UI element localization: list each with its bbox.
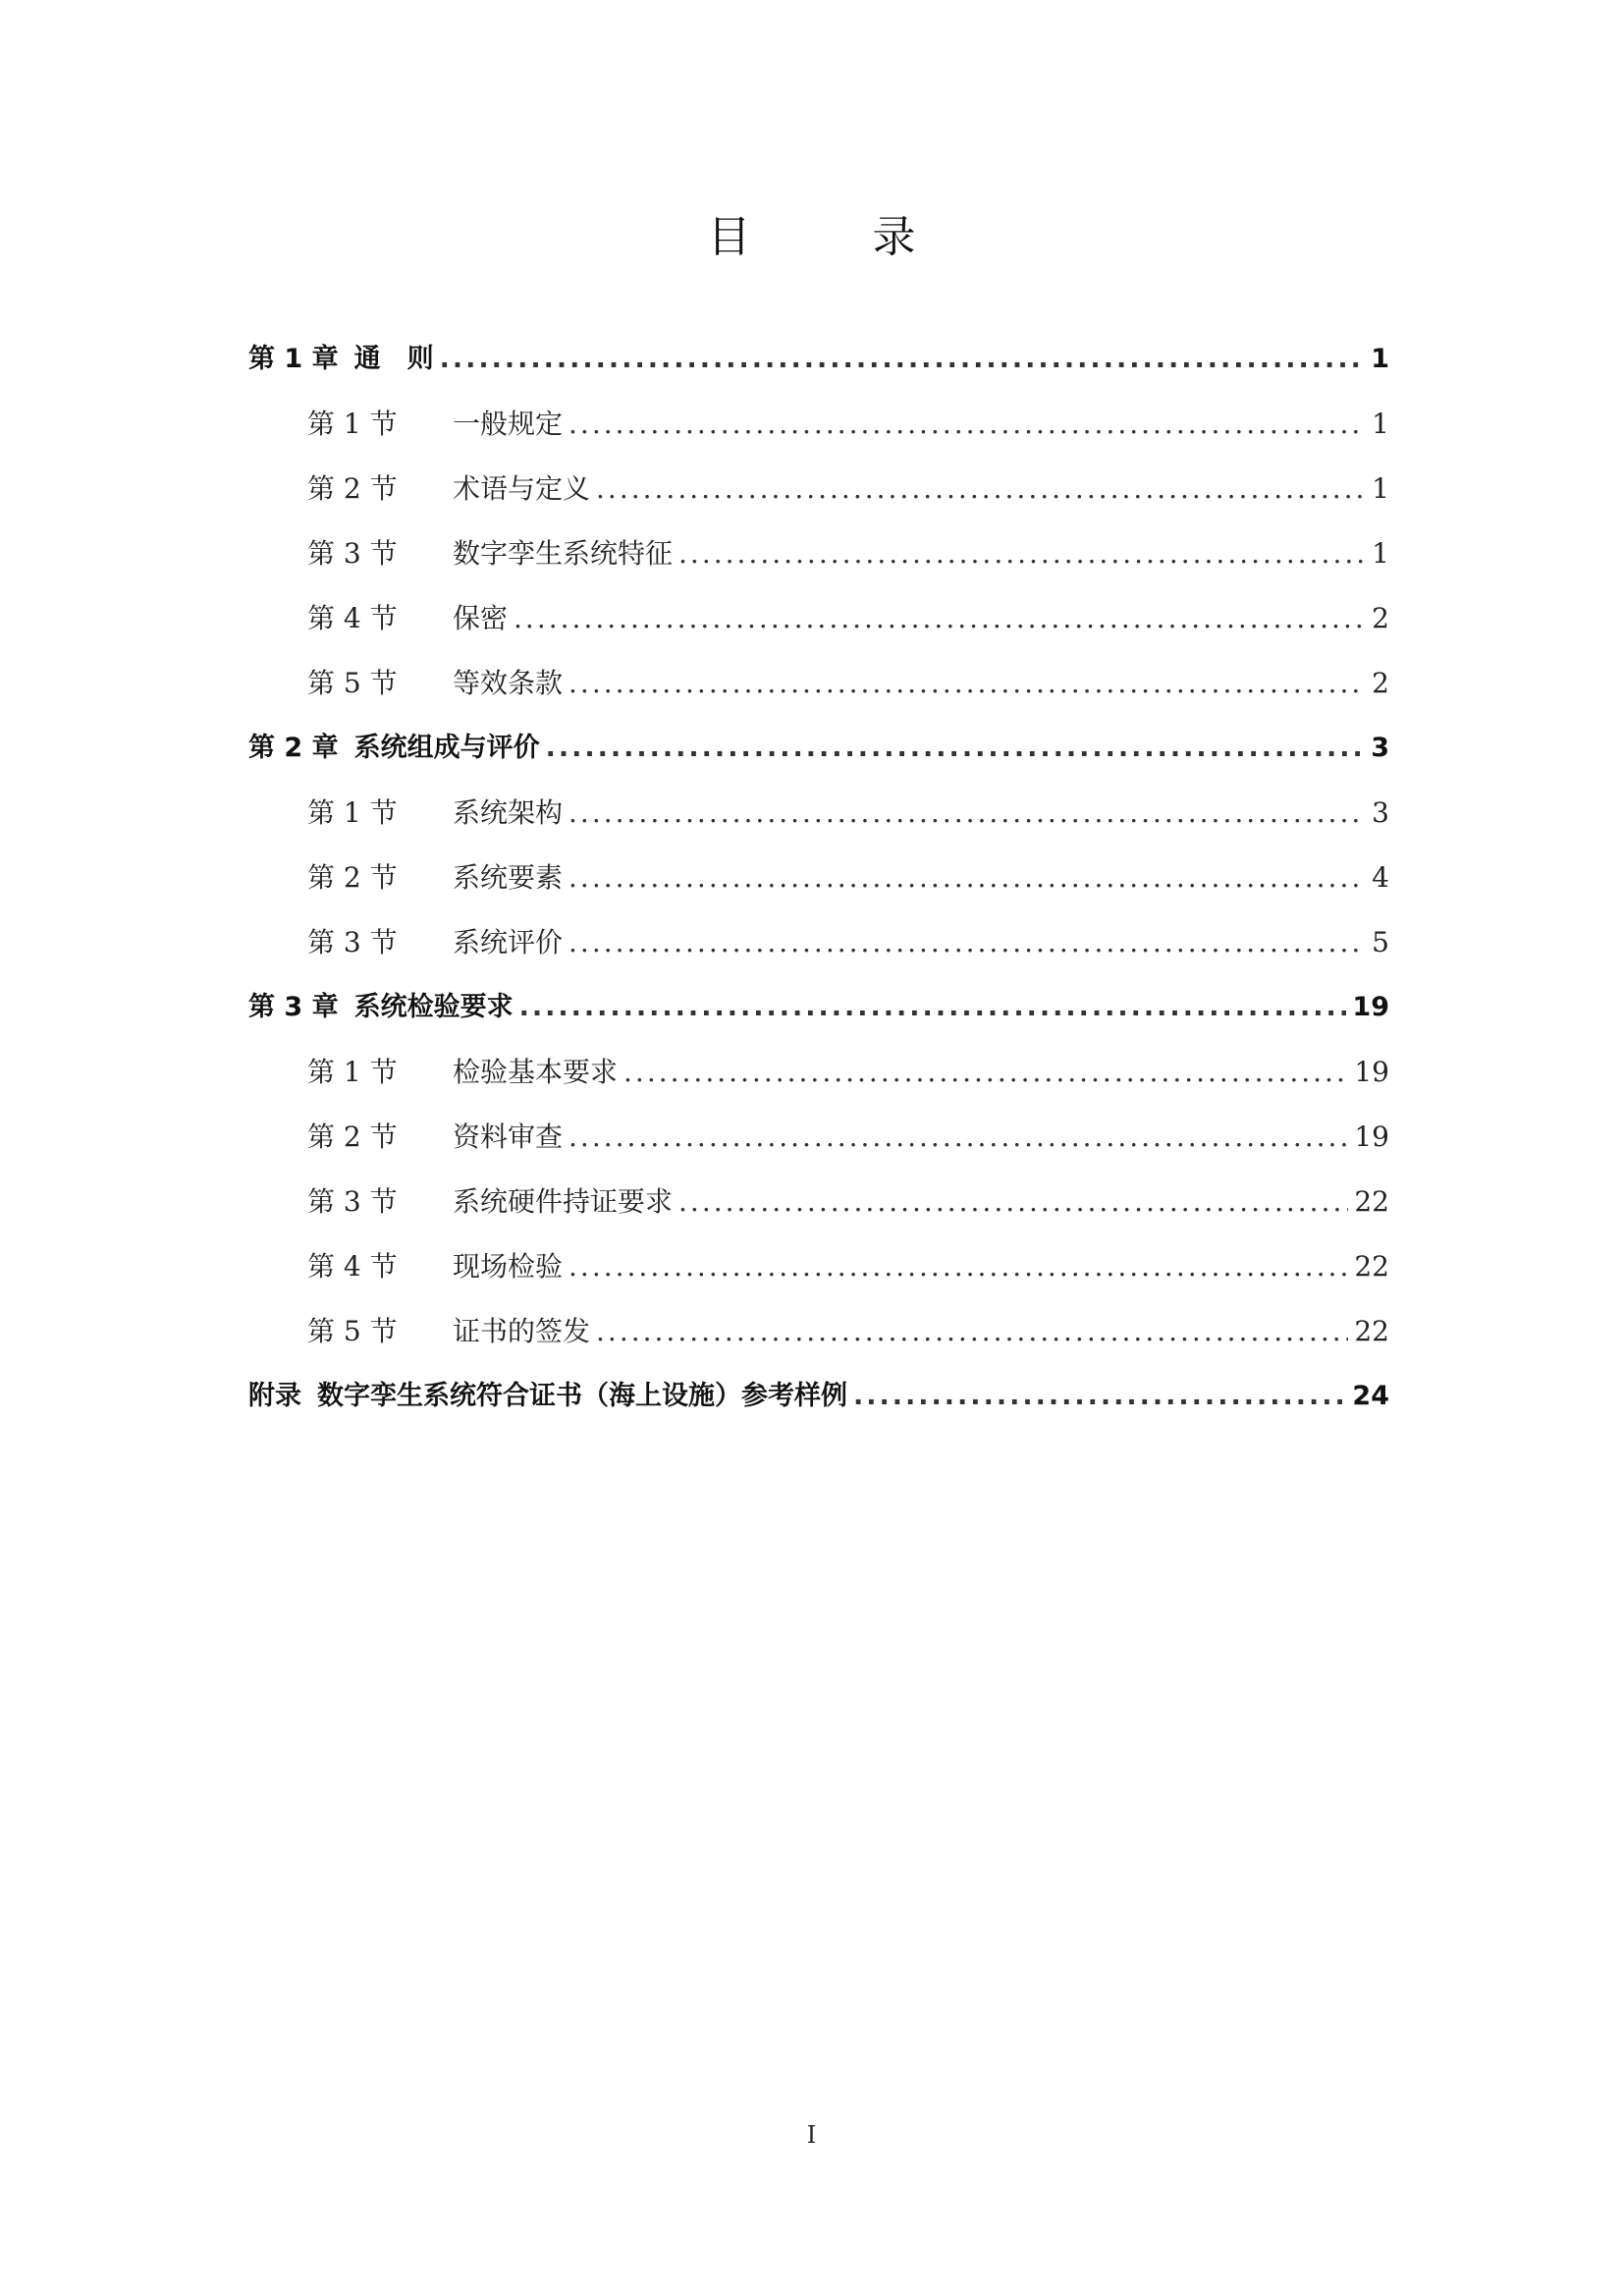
- toc-entry-number: 第 3 节: [307, 537, 398, 570]
- toc-section-2-3[interactable]: [248, 917, 1389, 982]
- toc-entry-number: 第 2 节: [307, 472, 398, 505]
- toc-section-3-1[interactable]: [248, 1047, 1389, 1112]
- toc-entry-page: 24: [1352, 1381, 1389, 1411]
- toc-entry-text: 一般规定: [453, 408, 564, 440]
- toc-entry-number: 第 5 节: [307, 1315, 398, 1347]
- toc-chapter-2[interactable]: [248, 723, 1389, 788]
- toc-entry-text: 资料审查: [453, 1121, 564, 1153]
- toc-section-2-1[interactable]: [248, 788, 1389, 852]
- page-title: 目 录: [707, 212, 955, 262]
- toc-section-2-2[interactable]: [248, 852, 1389, 917]
- toc-section-1-4[interactable]: [248, 593, 1389, 658]
- dot-leader: [568, 788, 1364, 839]
- dot-leader: [568, 399, 1364, 450]
- toc-entry-page: 1: [1372, 472, 1389, 505]
- table-of-contents: [248, 334, 1389, 1436]
- toc-chapter-3[interactable]: [248, 982, 1389, 1047]
- toc-section-1-2[interactable]: [248, 464, 1389, 528]
- dot-leader: [596, 464, 1364, 515]
- toc-entry-text: 现场检验: [453, 1250, 564, 1283]
- toc-entry-page: 3: [1371, 733, 1389, 763]
- toc-entry-number: 第 1 节: [307, 796, 398, 829]
- footer-page-number: I: [806, 2121, 817, 2149]
- toc-section-3-4[interactable]: [248, 1241, 1389, 1306]
- toc-entry-text: 术语与定义: [453, 472, 591, 505]
- toc-entry-page: 19: [1354, 1056, 1389, 1088]
- toc-entry-text: 系统要素: [453, 861, 564, 894]
- toc-section-3-5[interactable]: [248, 1306, 1389, 1371]
- toc-entry-number: 第 2 章: [248, 733, 339, 763]
- dot-leader: [596, 1306, 1348, 1357]
- toc-section-3-2[interactable]: [248, 1112, 1389, 1176]
- toc-entry-number: 附录: [248, 1381, 301, 1411]
- dot-leader: [546, 723, 1364, 774]
- toc-chapter-1[interactable]: [248, 334, 1389, 399]
- dot-leader: [514, 593, 1364, 644]
- toc-appendix[interactable]: [248, 1371, 1389, 1436]
- toc-entry-text: 检验基本要求: [453, 1056, 619, 1088]
- toc-entry-number: 第 2 节: [307, 861, 398, 894]
- dot-leader: [568, 658, 1364, 709]
- toc-entry-page: 3: [1372, 796, 1389, 829]
- toc-entry-number: 第 1 节: [307, 408, 398, 440]
- toc-entry-text: 数字孪生系统符合证书（海上设施）参考样例: [317, 1381, 847, 1411]
- toc-entry-number: 第 3 章: [248, 992, 339, 1022]
- dot-leader: [678, 1176, 1348, 1228]
- dot-leader: [678, 528, 1364, 579]
- toc-entry-number: 第 1 章: [248, 344, 339, 374]
- dot-leader: [568, 1112, 1348, 1163]
- toc-entry-number: 第 4 节: [307, 1250, 398, 1283]
- toc-section-1-1[interactable]: [248, 399, 1389, 464]
- toc-entry-page: 1: [1372, 408, 1389, 440]
- toc-entry-text: 数字孪生系统特征: [453, 537, 674, 570]
- toc-entry-text: 保密: [453, 602, 509, 634]
- toc-entry-number: 第 3 节: [307, 1185, 398, 1218]
- dot-leader: [519, 982, 1347, 1033]
- toc-entry-page: 22: [1354, 1185, 1389, 1218]
- dot-leader: [568, 1241, 1348, 1292]
- toc-entry-page: 5: [1372, 926, 1389, 958]
- toc-section-3-3[interactable]: [248, 1176, 1389, 1241]
- toc-entry-text: 系统评价: [453, 926, 564, 958]
- dot-leader: [568, 852, 1364, 903]
- toc-entry-page: 4: [1372, 861, 1389, 894]
- dot-leader: [623, 1047, 1348, 1098]
- toc-entry-number: 第 4 节: [307, 602, 398, 634]
- dot-leader: [440, 334, 1364, 385]
- toc-section-1-5[interactable]: [248, 658, 1389, 723]
- toc-entry-text: 通 则: [353, 344, 434, 374]
- toc-entry-text: 证书的签发: [453, 1315, 591, 1347]
- toc-entry-page: 2: [1372, 602, 1389, 634]
- toc-entry-page: 1: [1371, 344, 1389, 374]
- toc-entry-number: 第 3 节: [307, 926, 398, 958]
- toc-entry-page: 19: [1352, 992, 1389, 1022]
- toc-entry-text: 系统硬件持证要求: [453, 1185, 674, 1218]
- toc-entry-number: 第 5 节: [307, 667, 398, 699]
- dot-leader: [568, 917, 1364, 968]
- toc-section-1-3[interactable]: [248, 528, 1389, 593]
- toc-entry-text: 系统架构: [453, 796, 564, 829]
- toc-entry-page: 22: [1354, 1250, 1389, 1283]
- toc-entry-text: 等效条款: [453, 667, 564, 699]
- toc-entry-page: 2: [1372, 667, 1389, 699]
- toc-entry-page: 22: [1354, 1315, 1389, 1347]
- toc-entry-text: 系统组成与评价: [353, 733, 540, 763]
- toc-entry-number: 第 2 节: [307, 1121, 398, 1153]
- toc-entry-page: 19: [1354, 1121, 1389, 1153]
- toc-entry-number: 第 1 节: [307, 1056, 398, 1088]
- toc-entry-page: 1: [1372, 537, 1389, 570]
- dot-leader: [853, 1371, 1346, 1422]
- toc-entry-text: 系统检验要求: [353, 992, 514, 1022]
